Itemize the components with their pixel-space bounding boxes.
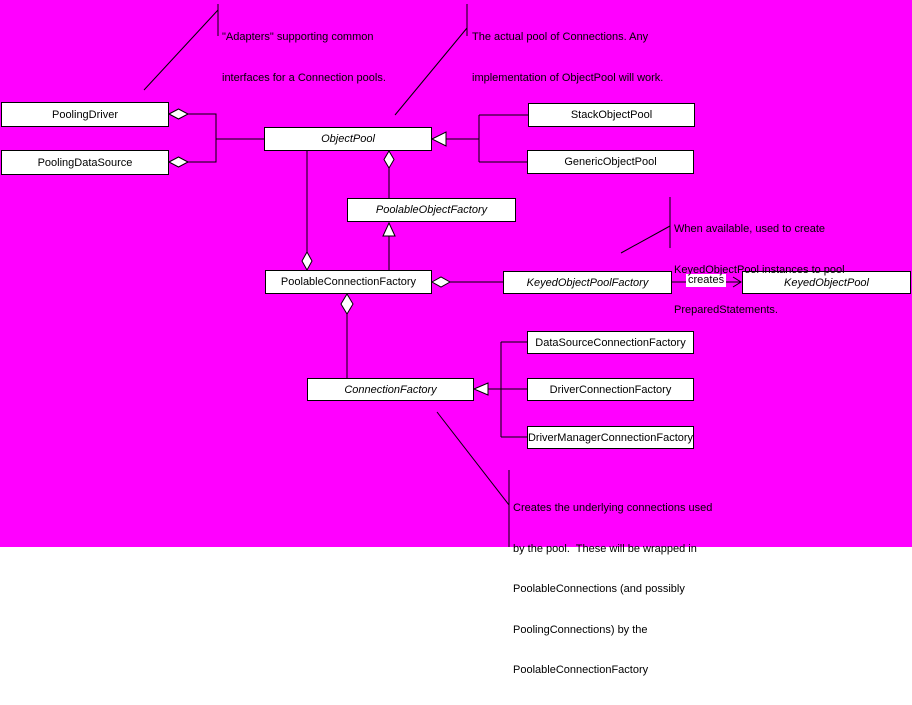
annotation-line: KeyedObjectPool instances to pool — [674, 263, 845, 276]
annotation-creates-underlying — [513, 475, 712, 705]
node-connection-factory — [307, 378, 474, 401]
annotation-when-available — [674, 196, 845, 345]
inheritance-triangle-icon — [432, 132, 446, 146]
aggregation-diamond-icon — [384, 151, 394, 168]
node-label: ObjectPool — [321, 133, 375, 145]
aggregation-diamond-icon — [169, 157, 188, 167]
annotation-line: Creates the underlying connections used — [513, 502, 713, 514]
aggregation-diamond-icon — [302, 252, 312, 270]
inheritance-pools-objectpool — [432, 115, 528, 162]
annotation-line: by the pool. These will be wrapped in — [513, 542, 697, 555]
node-label: PoolableConnectionFactory — [280, 276, 417, 288]
node-data-source-connection-factory — [527, 331, 694, 354]
node-generic-object-pool — [527, 150, 694, 174]
node-poolable-object-factory — [347, 198, 516, 222]
node-pooling-data-source — [1, 150, 169, 175]
aggregation-objectpool-poolableobjectfactory — [384, 151, 394, 198]
node-label: PoolingDriver — [51, 108, 119, 121]
inheritance-poolableconnectionfactory-poolableobjectfactory — [383, 223, 395, 270]
node-object-pool — [264, 127, 432, 151]
callout-adapters-leader — [144, 4, 218, 90]
aggregation-poolingdriver-objectpool — [169, 109, 264, 167]
annotation-actual-pool — [472, 4, 663, 112]
node-driver-manager-connection-factory — [527, 426, 694, 449]
annotation-line: When available, used to create — [674, 223, 826, 235]
node-poolable-connection-factory — [265, 270, 432, 294]
callout-actualpool-leader — [395, 4, 467, 115]
annotation-line: PoolableConnectionFactory — [513, 664, 649, 676]
annotation-line: PoolingConnections) by the — [513, 623, 648, 636]
annotation-line: PreparedStatements. — [674, 304, 778, 316]
aggregation-objectpool-poolableconnectionfactory — [302, 151, 312, 270]
annotation-adapters — [222, 4, 386, 112]
node-driver-connection-factory — [527, 378, 694, 401]
node-pooling-driver — [1, 102, 169, 127]
callout-whenavailable-leader — [621, 197, 670, 253]
inheritance-triangle-icon — [474, 383, 488, 395]
aggregation-diamond-icon — [169, 109, 188, 119]
annotation-line: PoolableConnections (and possibly — [513, 583, 685, 595]
node-label: DriverManagerConnectionFactory — [527, 431, 694, 444]
callout-createsunderlying-leader — [437, 412, 509, 547]
annotation-line: implementation of ObjectPool will work. — [472, 71, 664, 84]
aggregation-poolableconnectionfactory-connectionfactory — [341, 294, 353, 378]
node-label: KeyedObjectPool — [784, 276, 869, 289]
aggregation-diamond-icon — [341, 294, 353, 314]
annotation-line: The actual pool of Connections. Any — [472, 31, 649, 43]
node-label: DriverConnectionFactory — [549, 383, 672, 396]
node-label: PoolingDataSource — [37, 156, 133, 169]
edge-label-creates: creates — [688, 274, 725, 286]
node-label: DataSourceConnectionFactory — [535, 336, 686, 349]
inheritance-triangle-icon — [383, 223, 395, 236]
inheritance-factories-connectionfactory — [474, 342, 527, 437]
node-label: StackObjectPool — [570, 109, 653, 121]
node-keyed-object-pool-factory — [503, 271, 672, 294]
annotation-line: interfaces for a Connection pools. — [222, 71, 386, 84]
node-label: GenericObjectPool — [564, 156, 657, 168]
node-label: ConnectionFactory — [344, 383, 437, 396]
aggregation-poolableconnectionfactory-keyedobjectpoolfactory — [432, 277, 503, 287]
node-label: PoolableObjectFactory — [375, 204, 488, 216]
node-label: KeyedObjectPoolFactory — [526, 276, 649, 289]
aggregation-diamond-icon — [432, 277, 450, 287]
annotation-line: "Adapters" supporting common — [222, 31, 374, 43]
